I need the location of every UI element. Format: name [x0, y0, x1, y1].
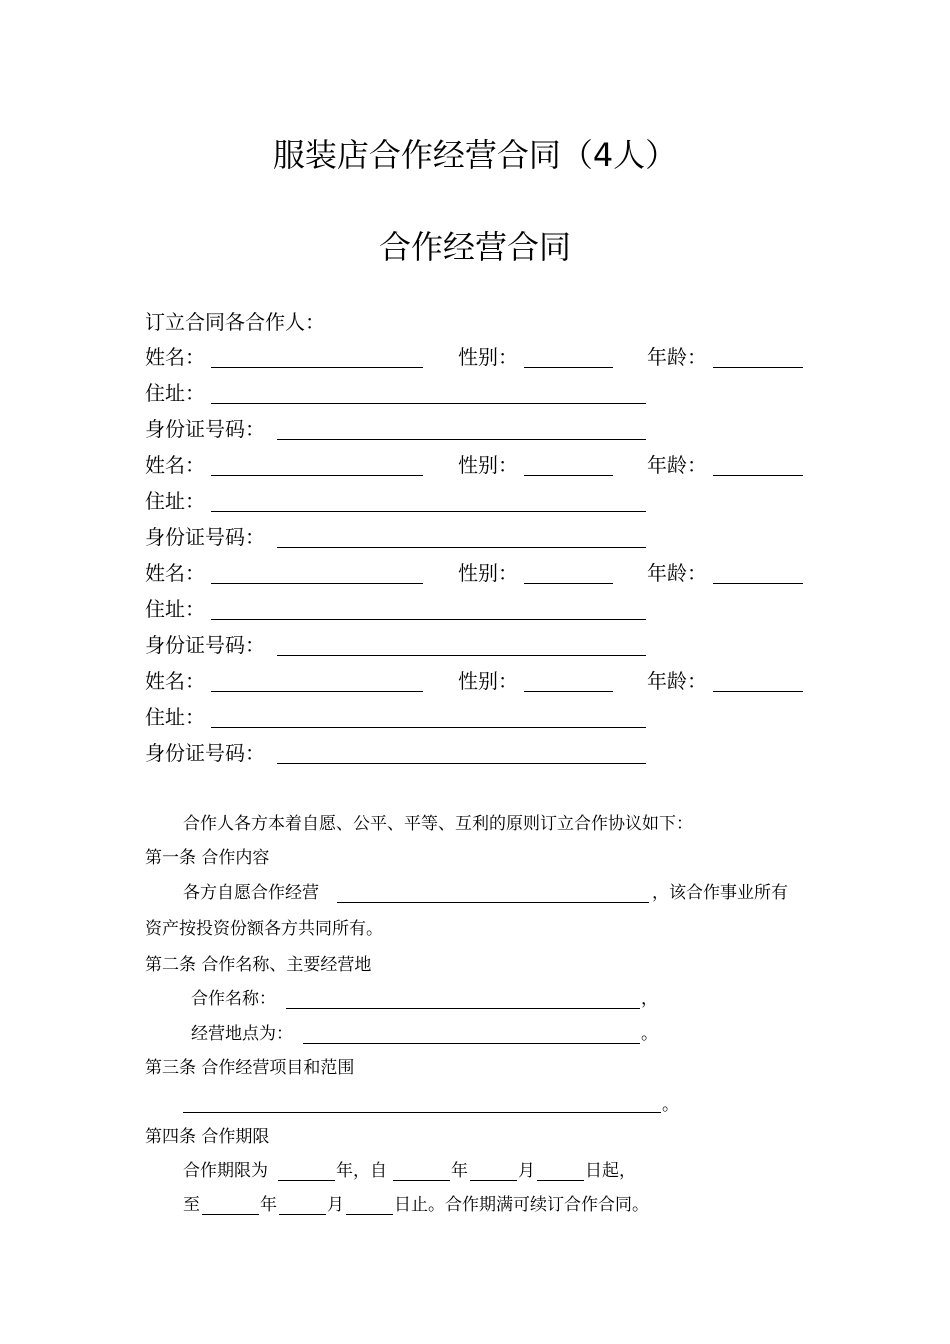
- party-2-id-label: 身份证号码：: [145, 525, 265, 549]
- term-text-c: 年: [451, 1161, 468, 1181]
- party-2-address-label: 住址：: [145, 489, 205, 513]
- party-3-name-field[interactable]: [211, 563, 423, 584]
- partnership-name-field[interactable]: [286, 991, 640, 1009]
- party-4-name-label: 姓名：: [145, 669, 205, 693]
- party-1-id-label: 身份证号码：: [145, 417, 265, 441]
- document-title: 服装店合作经营合同（4人）: [272, 136, 678, 174]
- partnership-name-label: 合作名称：: [191, 989, 276, 1009]
- party-3-address-field[interactable]: [211, 599, 646, 620]
- term-end-text-b: 年: [260, 1195, 277, 1215]
- party-1-address-field[interactable]: [211, 383, 646, 404]
- party-2-id-field[interactable]: [277, 527, 646, 548]
- article-1-text-b: ，该合作事业所有: [652, 883, 788, 903]
- term-end-text-d: 日止。合作期满可续订合作合同。: [394, 1195, 649, 1215]
- party-1-name-label: 姓名：: [145, 345, 205, 369]
- party-4-address-label: 住址：: [145, 705, 205, 729]
- article-1-heading: 第一条 合作内容: [145, 848, 270, 868]
- party-3-id-field[interactable]: [277, 635, 646, 656]
- party-4-gender-field[interactable]: [524, 671, 613, 692]
- party-2-age-label: 年龄：: [647, 453, 707, 477]
- party-2-name-field[interactable]: [211, 455, 423, 476]
- party-1-id-field[interactable]: [277, 419, 646, 440]
- party-3-age-field[interactable]: [713, 563, 803, 584]
- end-month-field[interactable]: [279, 1197, 326, 1215]
- article-4-heading: 第四条 合作期限: [145, 1127, 270, 1147]
- start-year-field[interactable]: [393, 1163, 450, 1181]
- party-2-age-field[interactable]: [713, 455, 803, 476]
- article-2-heading: 第二条 合作名称、主要经营地: [145, 955, 372, 975]
- party-1-gender-label: 性别：: [458, 345, 518, 369]
- term-years-field[interactable]: [278, 1163, 335, 1181]
- party-2-gender-label: 性别：: [458, 453, 518, 477]
- party-1-age-field[interactable]: [713, 347, 803, 368]
- term-end-text-a: 至: [183, 1195, 200, 1215]
- term-text-a: 合作期限为: [183, 1161, 268, 1181]
- party-4-id-field[interactable]: [277, 743, 646, 764]
- end-day-field[interactable]: [346, 1197, 393, 1215]
- term-end-text-c: 月: [327, 1195, 344, 1215]
- document-subtitle: 合作经营合同: [378, 228, 571, 266]
- business-content-field[interactable]: [337, 885, 649, 903]
- party-4-gender-label: 性别：: [458, 669, 518, 693]
- party-1-name-field[interactable]: [211, 347, 423, 368]
- article-1-text-a: 各方自愿合作经营: [183, 883, 319, 903]
- party-3-address-label: 住址：: [145, 597, 205, 621]
- start-month-field[interactable]: [470, 1163, 517, 1181]
- business-place-label: 经营地点为：: [191, 1024, 293, 1044]
- start-day-field[interactable]: [537, 1163, 584, 1181]
- business-place-field[interactable]: [303, 1026, 640, 1044]
- article-3-heading: 第三条 合作经营项目和范围: [145, 1058, 355, 1078]
- party-1-gender-field[interactable]: [524, 347, 613, 368]
- party-3-gender-label: 性别：: [458, 561, 518, 585]
- preamble: 合作人各方本着自愿、公平、平等、互利的原则订立合作协议如下：: [183, 814, 693, 834]
- party-4-address-field[interactable]: [211, 707, 646, 728]
- party-4-age-label: 年龄：: [647, 669, 707, 693]
- party-4-id-label: 身份证号码：: [145, 741, 265, 765]
- party-3-name-label: 姓名：: [145, 561, 205, 585]
- end-year-field[interactable]: [202, 1197, 259, 1215]
- party-3-age-label: 年龄：: [647, 561, 707, 585]
- party-2-address-field[interactable]: [211, 491, 646, 512]
- party-3-id-label: 身份证号码：: [145, 633, 265, 657]
- party-4-name-field[interactable]: [211, 671, 423, 692]
- parties-intro: 订立合同各合作人：: [145, 310, 325, 334]
- term-text-e: 日起，: [585, 1161, 636, 1181]
- party-4-age-field[interactable]: [713, 671, 803, 692]
- article-1-text-line2: 资产按投资份额各方共同所有。: [145, 919, 383, 939]
- business-place-end: 。: [641, 1024, 658, 1044]
- party-1-address-label: 住址：: [145, 381, 205, 405]
- party-2-name-label: 姓名：: [145, 453, 205, 477]
- term-text-b: 年，自: [336, 1161, 387, 1181]
- party-1-age-label: 年龄：: [647, 345, 707, 369]
- party-2-gender-field[interactable]: [524, 455, 613, 476]
- business-scope-end: 。: [662, 1095, 679, 1115]
- term-text-d: 月: [518, 1161, 535, 1181]
- partnership-name-end: ，: [641, 989, 658, 1009]
- party-3-gender-field[interactable]: [524, 563, 613, 584]
- business-scope-field[interactable]: [183, 1095, 661, 1113]
